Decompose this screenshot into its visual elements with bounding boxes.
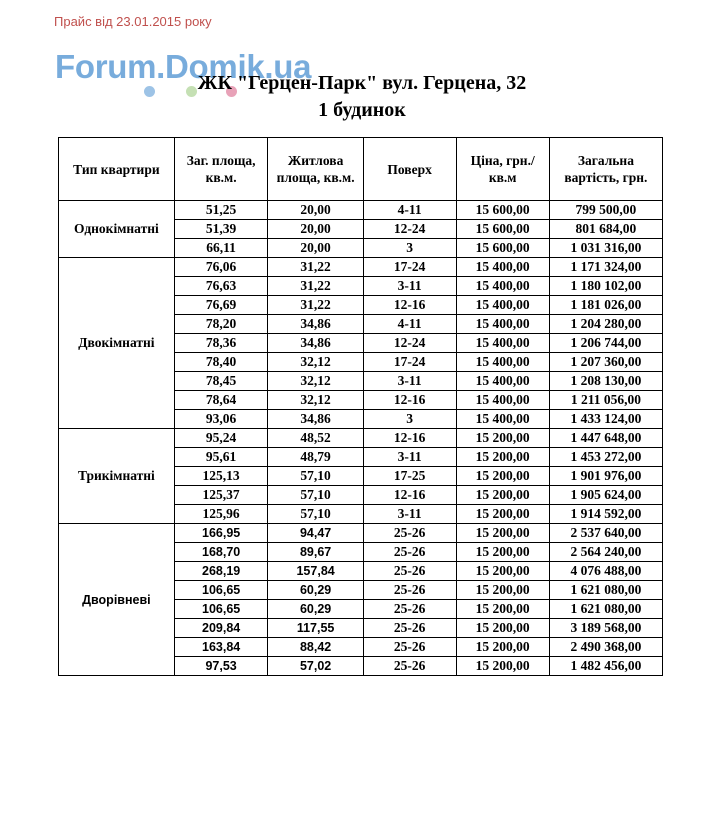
price-per-sqm-cell: 15 400,00 (456, 391, 549, 410)
floor-cell: 25-26 (363, 524, 456, 543)
header-total-cost: Загальна вартість, грн. (549, 138, 662, 201)
price-per-sqm-cell: 15 200,00 (456, 657, 549, 676)
living-area-cell: 60,29 (268, 581, 363, 600)
price-per-sqm-cell: 15 200,00 (456, 486, 549, 505)
price-per-sqm-cell: 15 200,00 (456, 505, 549, 524)
price-date: Прайс від 23.01.2015 року (54, 14, 212, 29)
price-per-sqm-cell: 15 200,00 (456, 638, 549, 657)
total-area-cell: 166,95 (174, 524, 268, 543)
floor-cell: 25-26 (363, 562, 456, 581)
living-area-cell: 88,42 (268, 638, 363, 657)
total-cost-cell: 2 564 240,00 (549, 543, 662, 562)
total-cost-cell: 1 621 080,00 (549, 581, 662, 600)
total-area-cell: 76,63 (174, 277, 268, 296)
price-per-sqm-cell: 15 200,00 (456, 600, 549, 619)
price-per-sqm-cell: 15 200,00 (456, 429, 549, 448)
price-per-sqm-cell: 15 200,00 (456, 448, 549, 467)
header-floor: Поверх (363, 138, 456, 201)
floor-cell: 17-25 (363, 467, 456, 486)
living-area-cell: 57,02 (268, 657, 363, 676)
watermark-logo: Forum.Domik.ua (55, 48, 312, 85)
price-per-sqm-cell: 15 400,00 (456, 258, 549, 277)
table-body (59, 201, 663, 676)
floor-cell: 3 (363, 410, 456, 429)
total-area-cell: 125,37 (174, 486, 268, 505)
header-type: Тип квартири (59, 138, 175, 201)
floor-cell: 17-24 (363, 258, 456, 277)
price-per-sqm-cell: 15 600,00 (456, 220, 549, 239)
price-per-sqm-cell: 15 200,00 (456, 619, 549, 638)
floor-cell: 3 (363, 239, 456, 258)
total-cost-cell: 1 181 026,00 (549, 296, 662, 315)
total-area-cell: 78,40 (174, 353, 268, 372)
total-cost-cell: 4 076 488,00 (549, 562, 662, 581)
living-area-cell: 20,00 (268, 220, 363, 239)
table-row (59, 429, 663, 448)
total-cost-cell: 801 684,00 (549, 220, 662, 239)
price-per-sqm-cell: 15 200,00 (456, 467, 549, 486)
total-area-cell: 51,25 (174, 201, 268, 220)
total-area-cell: 93,06 (174, 410, 268, 429)
total-area-cell: 76,06 (174, 258, 268, 277)
floor-cell: 4-11 (363, 201, 456, 220)
total-cost-cell: 1 031 316,00 (549, 239, 662, 258)
floor-cell: 12-16 (363, 486, 456, 505)
apartment-type-cell: Однокімнатні (59, 201, 175, 258)
total-area-cell: 125,96 (174, 505, 268, 524)
total-area-cell: 66,11 (174, 239, 268, 258)
total-cost-cell: 3 189 568,00 (549, 619, 662, 638)
floor-cell: 12-24 (363, 334, 456, 353)
price-per-sqm-cell: 15 400,00 (456, 353, 549, 372)
price-per-sqm-cell: 15 400,00 (456, 334, 549, 353)
floor-cell: 25-26 (363, 581, 456, 600)
floor-cell: 17-24 (363, 353, 456, 372)
total-cost-cell: 1 180 102,00 (549, 277, 662, 296)
price-per-sqm-cell: 15 400,00 (456, 410, 549, 429)
price-per-sqm-cell: 15 600,00 (456, 201, 549, 220)
header-total-area: Заг. площа, кв.м. (174, 138, 268, 201)
total-area-cell: 78,20 (174, 315, 268, 334)
price-per-sqm-cell: 15 200,00 (456, 524, 549, 543)
total-area-cell: 78,64 (174, 391, 268, 410)
total-area-cell: 168,70 (174, 543, 268, 562)
total-area-cell: 78,45 (174, 372, 268, 391)
living-area-cell: 32,12 (268, 353, 363, 372)
price-per-sqm-cell: 15 200,00 (456, 543, 549, 562)
living-area-cell: 32,12 (268, 391, 363, 410)
living-area-cell: 31,22 (268, 258, 363, 277)
total-cost-cell: 1 901 976,00 (549, 467, 662, 486)
floor-cell: 25-26 (363, 543, 456, 562)
total-cost-cell: 799 500,00 (549, 201, 662, 220)
total-cost-cell: 1 206 744,00 (549, 334, 662, 353)
price-per-sqm-cell: 15 400,00 (456, 296, 549, 315)
apartment-type-cell: Дворівневі (59, 524, 175, 676)
header-living-area: Житлова площа, кв.м. (268, 138, 363, 201)
living-area-cell: 57,10 (268, 505, 363, 524)
total-cost-cell: 1 211 056,00 (549, 391, 662, 410)
living-area-cell: 20,00 (268, 201, 363, 220)
total-area-cell: 76,69 (174, 296, 268, 315)
floor-cell: 4-11 (363, 315, 456, 334)
floor-cell: 3-11 (363, 448, 456, 467)
table-row (59, 258, 663, 277)
total-area-cell: 78,36 (174, 334, 268, 353)
price-per-sqm-cell: 15 400,00 (456, 277, 549, 296)
living-area-cell: 48,52 (268, 429, 363, 448)
document-subtitle: 1 будинок (318, 99, 406, 121)
floor-cell: 3-11 (363, 505, 456, 524)
total-cost-cell: 2 490 368,00 (549, 638, 662, 657)
living-area-cell: 157,84 (268, 562, 363, 581)
price-per-sqm-cell: 15 200,00 (456, 562, 549, 581)
floor-cell: 25-26 (363, 600, 456, 619)
total-cost-cell: 1 447 648,00 (549, 429, 662, 448)
floor-cell: 25-26 (363, 657, 456, 676)
price-per-sqm-cell: 15 600,00 (456, 239, 549, 258)
total-area-cell: 97,53 (174, 657, 268, 676)
living-area-cell: 32,12 (268, 372, 363, 391)
header-price: Ціна, грн./кв.м (456, 138, 549, 201)
floor-cell: 12-16 (363, 429, 456, 448)
total-area-cell: 95,61 (174, 448, 268, 467)
total-cost-cell: 1 453 272,00 (549, 448, 662, 467)
total-cost-cell: 1 207 360,00 (549, 353, 662, 372)
total-cost-cell: 1 433 124,00 (549, 410, 662, 429)
apartment-type-cell: Двокімнатні (59, 258, 175, 429)
living-area-cell: 34,86 (268, 410, 363, 429)
total-cost-cell: 1 208 130,00 (549, 372, 662, 391)
apartment-type-cell: Трикімнатні (59, 429, 175, 524)
total-cost-cell: 1 204 280,00 (549, 315, 662, 334)
total-cost-cell: 1 914 592,00 (549, 505, 662, 524)
floor-cell: 12-16 (363, 296, 456, 315)
floor-cell: 25-26 (363, 619, 456, 638)
living-area-cell: 117,55 (268, 619, 363, 638)
price-per-sqm-cell: 15 400,00 (456, 372, 549, 391)
living-area-cell: 57,10 (268, 486, 363, 505)
floor-cell: 3-11 (363, 277, 456, 296)
living-area-cell: 20,00 (268, 239, 363, 258)
total-area-cell: 51,39 (174, 220, 268, 239)
living-area-cell: 31,22 (268, 277, 363, 296)
table-header-row (59, 138, 663, 201)
price-table (58, 137, 663, 676)
total-area-cell: 106,65 (174, 600, 268, 619)
table-row (59, 201, 663, 220)
living-area-cell: 34,86 (268, 334, 363, 353)
living-area-cell: 48,79 (268, 448, 363, 467)
total-area-cell: 125,13 (174, 467, 268, 486)
total-area-cell: 209,84 (174, 619, 268, 638)
floor-cell: 3-11 (363, 372, 456, 391)
total-cost-cell: 2 537 640,00 (549, 524, 662, 543)
floor-cell: 12-16 (363, 391, 456, 410)
total-cost-cell: 1 171 324,00 (549, 258, 662, 277)
document-title: ЖК "Герцен-Парк" вул. Герцена, 32 (197, 72, 527, 94)
living-area-cell: 94,47 (268, 524, 363, 543)
price-per-sqm-cell: 15 400,00 (456, 315, 549, 334)
living-area-cell: 31,22 (268, 296, 363, 315)
living-area-cell: 89,67 (268, 543, 363, 562)
price-per-sqm-cell: 15 200,00 (456, 581, 549, 600)
total-area-cell: 163,84 (174, 638, 268, 657)
living-area-cell: 34,86 (268, 315, 363, 334)
floor-cell: 12-24 (363, 220, 456, 239)
total-cost-cell: 1 621 080,00 (549, 600, 662, 619)
living-area-cell: 60,29 (268, 600, 363, 619)
floor-cell: 25-26 (363, 638, 456, 657)
living-area-cell: 57,10 (268, 467, 363, 486)
total-area-cell: 106,65 (174, 581, 268, 600)
total-cost-cell: 1 905 624,00 (549, 486, 662, 505)
table-row (59, 524, 663, 543)
total-area-cell: 268,19 (174, 562, 268, 581)
total-cost-cell: 1 482 456,00 (549, 657, 662, 676)
total-area-cell: 95,24 (174, 429, 268, 448)
